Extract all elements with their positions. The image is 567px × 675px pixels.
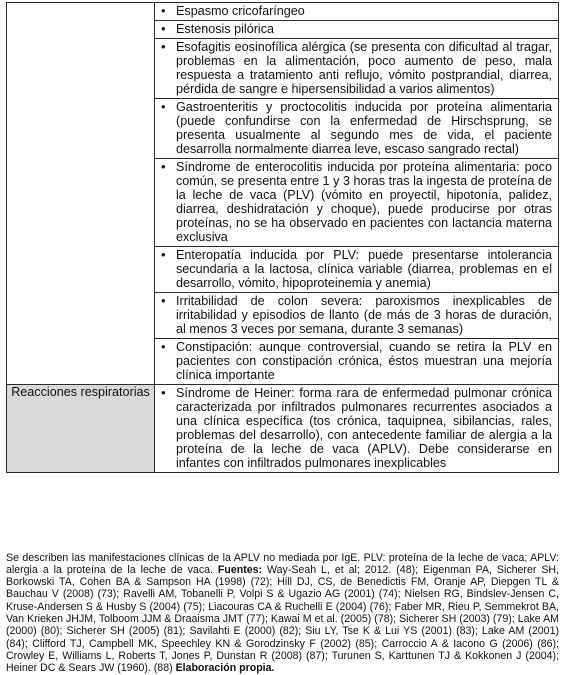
digestive-item: • Espasmo cricofaríngeo [155,3,558,21]
respiratory-item: • Síndrome de Heiner: forma rara de enfermedad pulmonar crónica caracterizada por infiltrados pulmonares recurrentes asociados a una clínica específica (tos crónica, taquipnea, sibilancias, rales, problemas del desarrollo), con antecedente familiar de alergia a la proteína de la leche de vaca (APLV). Debe considerarse en infantes con infiltrados pulmonares inexplicables [155,385,558,472]
digestive-category-cell [7,3,155,385]
digestive-row [7,3,559,385]
note-intro: Se describen las manifestaciones clínicas de la APLV no mediada por IgE. PLV: proteína de la leche de vaca; APLV: alergia a la proteína de la leche de vaca. [6,551,559,576]
digestive-items-list [155,3,558,384]
note-elaboration: Elaboración propia. [175,662,275,675]
digestive-item: • Constipación: aunque controversial, cuando se retira la PLV en pacientes con constipación crónica, éstos muestran una mejoría clínica importante [155,339,558,384]
clinical-manifestations-table [6,2,559,473]
respiratory-row [7,385,559,473]
digestive-item: • Síndrome de enterocolitis inducida por proteína alimentaria: poco común, se presenta entre 1 y 3 horas tras la ingesta de proteína de la leche de vaca (PLV) (vómito en proyectil, hipotonía, palidez, diarrea, deshidratación y choque), puede producirse por otras proteínas, no se ha observado en pacientes con lactancia materna exclusiva [155,159,558,247]
digestive-item: • Gastroenteritis y proctocolitis inducida por proteína alimentaria (puede confundirse con la enfermedad de Hirschsprung, se presenta usualmente al segundo mes de vida, el paciente desarrolla normalmente diarrea leve, escaso sangrado rectal) [155,99,558,159]
note-sources-label: Fuentes: [217,563,263,576]
respiratory-items-cell [155,385,559,473]
respiratory-items-list [155,385,558,472]
digestive-item: • Irritabilidad de colon severa: paroxismos inexplicables de irritabilidad y episodios de llanto (de más de 3 horas de duración, al menos 3 veces por semana, durante 3 semanas) [155,293,558,339]
digestive-item: • Enteropatía inducida por PLV: puede presentarse intolerancia secundaria a la lactosa, clínica variable (diarrea, problemas en el desarrollo, vómito, hipoproteinemia y anemia) [155,247,558,293]
digestive-item: • Estenosis pilórica [155,21,558,39]
respiratory-category-cell: Reacciones respiratorias [7,385,155,473]
digestive-items-cell [155,3,559,385]
source-note [6,552,559,675]
note-sources-text: Way-Seah L, et al; 2012. (48); Eigenman PA, Sicherer SH, Borkowski TA, Cohen BA & Sampson HA (1998) (72); Hill DJ, CS, de Benedictis FM, Oranje AP, Diepgen TL & Bauchau V (2008) (73); Ravelli AM, Tobanelli P, Volpi S & Ugazio AG (2001) (74); Nielsen RG, Bindslev-Jensen C, Kruse-Andersen S & Husby S (2004) (75); Liacouras CA & Ruchelli E (2004) (76); Faber MR, Rieu P, Semmekrot BA, Van Krieken JHJM, Tolboom JJM & Draaisma JMT (77); Kawai M et al. (2005) (78); Sicherer SH (2003) (79); Lake AM (2000) (80); Sicherer SH (2005) (81); Savilahti E (2000) (82); Siu LY, Tse K & Lui YS (2001) (83); Lake AM (2001) (84); Clifford TJ, Campbell MK, Speechley KN & Gorodzinsky F (2002) (85); Carroccio A & Iacono G (2006) (86); Crowley E, Williams L, Roberts T, Jones P, Dunstan R (2008) (87); Turunen S, Karttunen TJ & Kokkonen J (2004); Heiner DC & Sears JW (1960). (88) [6,563,559,675]
digestive-item: • Esofagitis eosinofílica alérgica (se presenta con dificultad al tragar, problemas en la alimentación, poco aumento de peso, mala respuesta a tratamiento anti reflujo, vómito postprandial, diarrea, pérdida de sangre e hipersensibilidad a varios alimentos) [155,39,558,99]
